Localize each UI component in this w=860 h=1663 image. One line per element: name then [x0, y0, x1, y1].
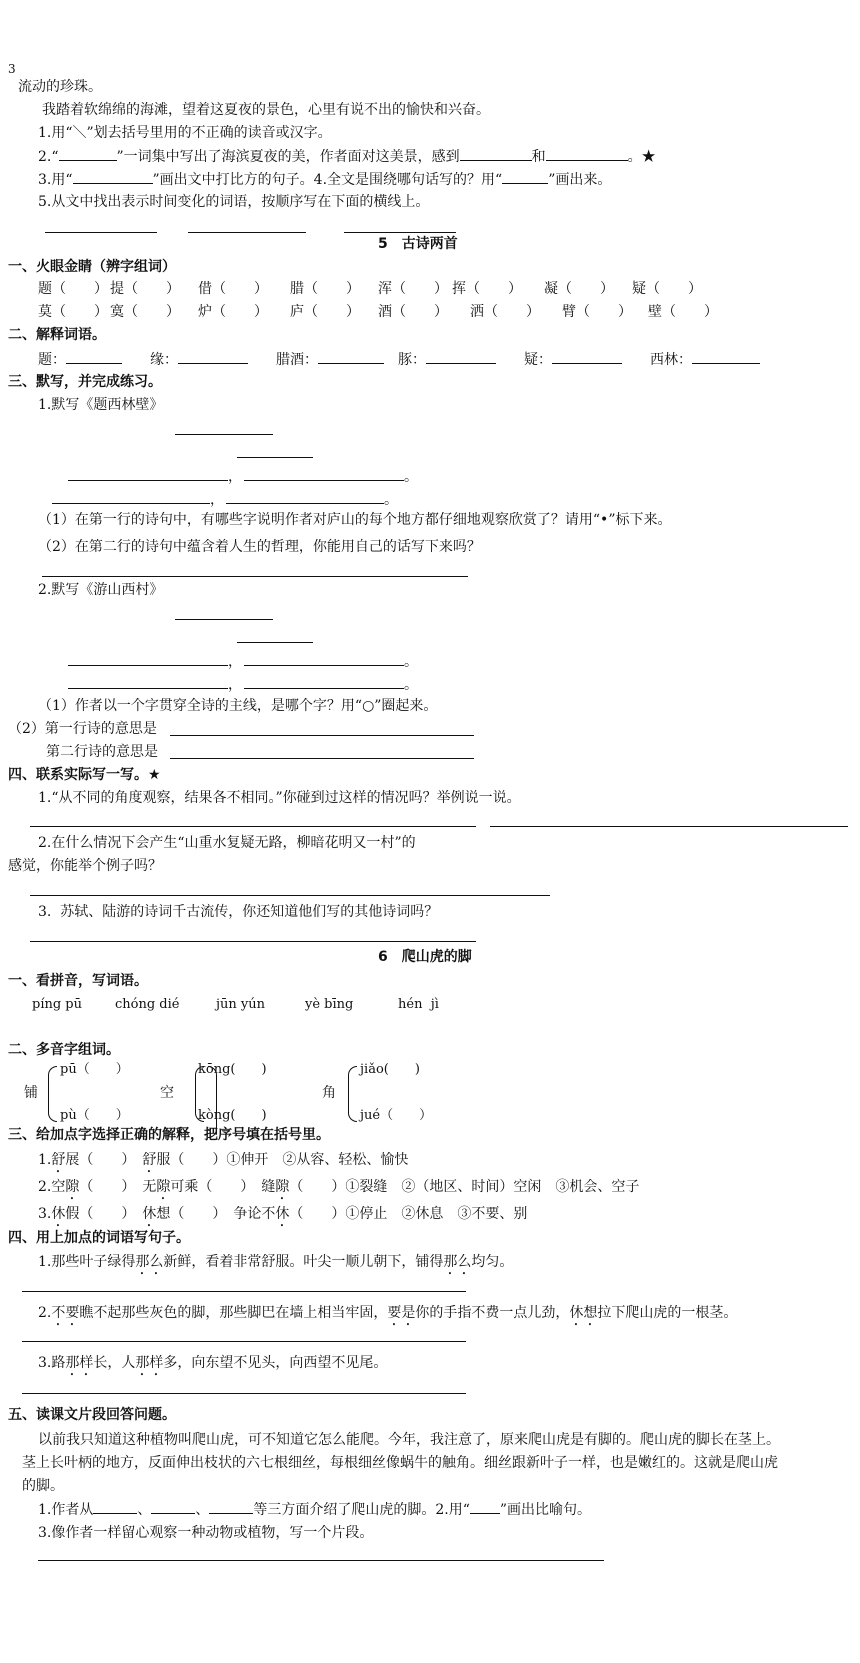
answer-line[interactable] — [22, 1393, 466, 1394]
heading: 四、联系实际写一写。★ — [8, 767, 161, 783]
question: 2.空隙（ ） 无隙可乘（ ） 缝隙（ ）①裂缝 ②（地区、时间）空闲 ③机会、空子 — [38, 1179, 640, 1195]
answer-line[interactable] — [170, 758, 474, 759]
polyphonic-char: 空 — [160, 1085, 174, 1101]
answer-blank[interactable] — [59, 147, 117, 161]
polyphonic-char: 角 — [322, 1085, 336, 1101]
answer-line[interactable] — [175, 434, 273, 435]
question-5: 5.从文中找出表示时间变化的词语，按顺序写在下面的横线上。 — [38, 194, 430, 210]
answer-blank[interactable] — [460, 147, 532, 161]
answer-line[interactable] — [175, 619, 273, 620]
brace — [348, 1066, 357, 1122]
answer-line[interactable] — [68, 688, 228, 689]
answer-line[interactable] — [42, 576, 468, 577]
polyphonic-char: 铺 — [24, 1085, 38, 1101]
question: 1.那些叶子绿得那么新鲜，看着非常舒服。叶尖一顺儿朝下，铺得那么均匀。 — [38, 1254, 514, 1270]
question: （2）第一行诗的意思是 — [8, 721, 157, 737]
question: 第二行诗的意思是 — [46, 744, 158, 760]
answer-line[interactable] — [244, 665, 404, 666]
question-2: 2.“ ”一词集中写出了海滨夏夜的美，作者面对这美景，感到 和 。★ — [38, 149, 656, 165]
question: 2.不要瞧不起那些灰色的脚，那些脚巴在墙上相当牢固，要是你的手指不费一点儿劲，休想拉下爬山虎的一根茎。 — [38, 1305, 738, 1321]
passage-line: 茎上长叶柄的地方，反面伸出枝状的六七根细丝，每根细丝像蜗牛的触角。细丝跟新叶子一样，也是嫩红的。这就是爬山虎 — [22, 1455, 778, 1471]
answer-line[interactable] — [38, 1560, 604, 1561]
section-title: 5 古诗两首 — [378, 236, 458, 252]
answer-blank[interactable] — [502, 170, 548, 184]
answer-blank[interactable] — [73, 170, 153, 184]
question: 1.作者从 、 、 等三方面介绍了爬山虎的脚。2.用“ ”画出比喻句。 — [38, 1502, 592, 1518]
question: （1）作者以一个字贯穿全诗的主线，是哪个字？用“○”圈起来。 — [38, 698, 438, 714]
answer-line[interactable] — [344, 232, 456, 233]
question-3: 3.用“ ”画出文中打比方的句子。4.全文是围绕哪句话写的？用“ ”画出来。 — [38, 172, 612, 188]
section-title: 6 爬山虎的脚 — [378, 949, 472, 965]
answer-line[interactable] — [244, 480, 404, 481]
answer-line[interactable] — [45, 232, 157, 233]
answer-line[interactable] — [237, 642, 313, 643]
heading: 二、解释词语。 — [8, 327, 106, 343]
answer-line[interactable] — [490, 826, 848, 827]
passage-line: 以前我只知道这种植物叫爬山虎，可不知道它怎么能爬。今年，我注意了，原来爬山虎是有脚的。爬山虎的脚长在茎上。 — [38, 1432, 780, 1448]
passage-line: 我踏着软绵绵的海滩，望着这夏夜的景色，心里有说不出的愉快和兴奋。 — [42, 102, 490, 118]
question: 2.在什么情况下会产生“山重水复疑无路，柳暗花明又一村”的 — [38, 835, 416, 851]
question: 1.舒展（ ） 舒服（ ）①伸开 ②从容、轻松、愉快 — [38, 1152, 409, 1168]
word-explain: 题： 缘： 腊酒： 豚： 疑： 西林： — [38, 350, 760, 369]
heading: 一、看拼音，写词语。 — [8, 973, 148, 989]
answer-line[interactable] — [68, 480, 228, 481]
question-1: 1.用“＼”划去括号里用的不正确的读音或汉字。 — [38, 125, 332, 141]
question: 3.像作者一样留心观察一种动物或植物，写一个片段。 — [38, 1525, 374, 1541]
poem-1-title: 1.默写《题西林壁》 — [38, 397, 164, 413]
answer-line[interactable] — [22, 1291, 466, 1292]
question: （2）在第二行的诗句中蕴含着人生的哲理，你能用自己的话写下来吗？ — [38, 539, 481, 555]
question: 3.路那样长，人那样多，向东望不见头，向西望不见尾。 — [38, 1355, 388, 1371]
brace — [48, 1066, 57, 1122]
heading: 四、用上加点的词语写句子。 — [8, 1230, 190, 1246]
question: （1）在第一行的诗句中，有哪些字说明作者对庐山的每个地方都仔细地观察欣赏了？请用“•”标下来。 — [38, 512, 672, 528]
answer-line[interactable] — [30, 826, 476, 827]
answer-line[interactable] — [30, 941, 476, 942]
answer-line[interactable] — [226, 503, 384, 504]
question: 1.“从不同的角度观察，结果各不相同。”你碰到过这样的情况吗？举例说一说。 — [38, 790, 521, 806]
answer-blank[interactable] — [546, 147, 628, 161]
answer-line[interactable] — [237, 457, 313, 458]
answer-line[interactable] — [188, 232, 306, 233]
question: 3. 苏轼、陆游的诗词千古流传，你还知道他们写的其他诗词吗？ — [38, 904, 439, 920]
heading: 三、给加点字选择正确的解释，把序号填在括号里。 — [8, 1127, 330, 1143]
poem-2-title: 2.默写《游山西村》 — [38, 582, 164, 598]
page-number: 3 — [8, 62, 16, 76]
heading: 五、读课文片段回答问题。 — [8, 1407, 176, 1423]
answer-line[interactable] — [170, 735, 474, 736]
answer-line[interactable] — [52, 503, 210, 504]
answer-line[interactable] — [68, 665, 228, 666]
question: 3.休假（ ） 休想（ ） 争论不休（ ）①停止 ②休息 ③不要、别 — [38, 1206, 528, 1222]
passage-line: 的脚。 — [22, 1478, 64, 1494]
question: 感觉，你能举个例子吗？ — [8, 858, 162, 874]
heading: 二、多音字组词。 — [8, 1042, 120, 1058]
heading: 三、默写，并完成练习。 — [8, 374, 162, 390]
passage-line: 流动的珍珠。 — [18, 79, 102, 95]
heading: 一、火眼金睛（辨字组词） — [8, 259, 176, 275]
answer-line[interactable] — [244, 688, 404, 689]
answer-line[interactable] — [30, 895, 550, 896]
answer-line[interactable] — [22, 1341, 466, 1342]
